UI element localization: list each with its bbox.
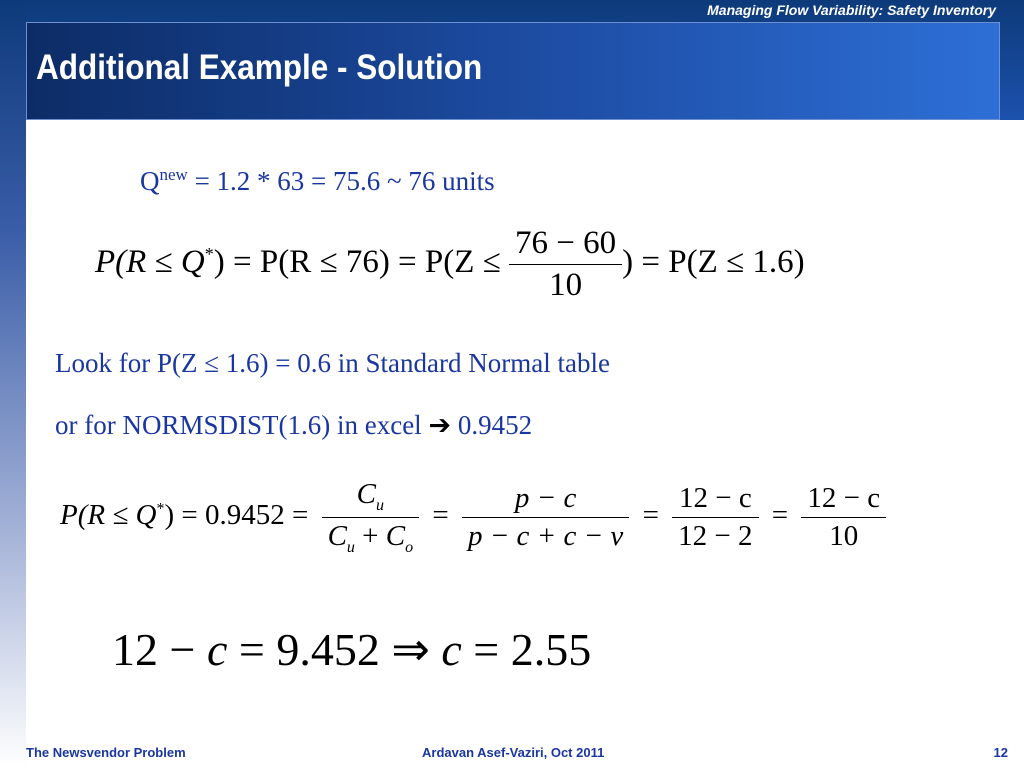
footer-center: Ardavan Asef-Vaziri, Oct 2011 — [422, 745, 605, 760]
eq2-f2-numerator: p − c — [462, 482, 629, 518]
eq2-f2-denominator: p − c + c − v — [467, 519, 624, 552]
eq2-star: * — [156, 500, 165, 518]
separator — [26, 120, 1024, 140]
equation-2 — [60, 478, 892, 557]
text-line-2 — [55, 410, 532, 441]
right-arrow-icon: ➔ — [428, 410, 452, 441]
eq2-left: P(R ≤ Q — [60, 498, 157, 531]
eq1-fraction — [509, 225, 622, 304]
eq2-after: ) = 0.9452 = — [164, 498, 309, 531]
eq2-fraction-4 — [801, 482, 886, 553]
eq3-c1: c — [206, 624, 228, 675]
eq2-fraction-2 — [462, 482, 629, 553]
footer-left: The Newsvendor Problem — [26, 745, 186, 760]
eq1-star: * — [204, 244, 214, 265]
running-title: Managing Flow Variability: Safety Inventory — [707, 2, 996, 18]
page-number: 12 — [993, 745, 1008, 760]
equation-3 — [112, 622, 591, 676]
slide-title: Additional Example - Solution — [36, 48, 483, 87]
eq2-f3-denominator: 12 − 2 — [678, 519, 753, 552]
eq1-left: P(R ≤ Q — [95, 244, 205, 281]
eq2-f1-numerator — [322, 478, 420, 518]
eq2-equals-2: = — [642, 498, 659, 531]
eq2-f4-denominator: 10 — [829, 519, 859, 552]
den-co-sub: o — [405, 538, 414, 556]
eq2-equals-3: = — [771, 498, 789, 531]
cu-sub: u — [376, 496, 385, 514]
den-plus: + — [354, 519, 386, 552]
eq3-part3: = 2.55 — [461, 624, 592, 675]
qnew-sup: new — [159, 165, 188, 184]
eq1-mid: ) = P(R ≤ 76) = P(Z ≤ — [213, 244, 501, 281]
text-line-1: Look for P(Z ≤ 1.6) = 0.6 in Standard Normal table — [55, 348, 610, 378]
eq1-denominator: 10 — [549, 267, 583, 303]
qnew-q: Q — [140, 166, 160, 196]
eq2-fraction-3 — [672, 482, 758, 553]
text-line-2-start: or for NORMSDIST(1.6) in excel — [55, 410, 429, 440]
cu-c: C — [356, 478, 377, 510]
implies-arrow-icon: ⇒ — [391, 624, 430, 675]
qnew-rest: = 1.2 * 63 = 75.6 ~ 76 units — [187, 166, 495, 196]
eq2-f3-numerator: 12 − c — [672, 482, 758, 518]
equation-1 — [95, 225, 805, 304]
eq2-fraction-1 — [322, 478, 420, 557]
eq3-part2: = 9.452 — [227, 624, 392, 675]
eq3-part1: 12 − — [112, 624, 207, 675]
left-gradient-strip — [0, 0, 26, 768]
qnew-line — [140, 165, 495, 197]
den-cu-c: C — [327, 519, 347, 552]
eq2-f4-numerator: 12 − c — [801, 482, 886, 518]
eq3-c2: c — [429, 624, 462, 675]
eq1-right: ) = P(Z ≤ 1.6) — [622, 244, 805, 281]
eq1-numerator: 76 − 60 — [509, 225, 622, 265]
den-cu-sub: u — [346, 538, 355, 556]
eq2-f1-denominator — [322, 518, 420, 557]
eq2-equals-1: = — [432, 498, 449, 531]
den-co-c: C — [385, 519, 406, 552]
text-line-2-end: 0.9452 — [451, 410, 533, 440]
